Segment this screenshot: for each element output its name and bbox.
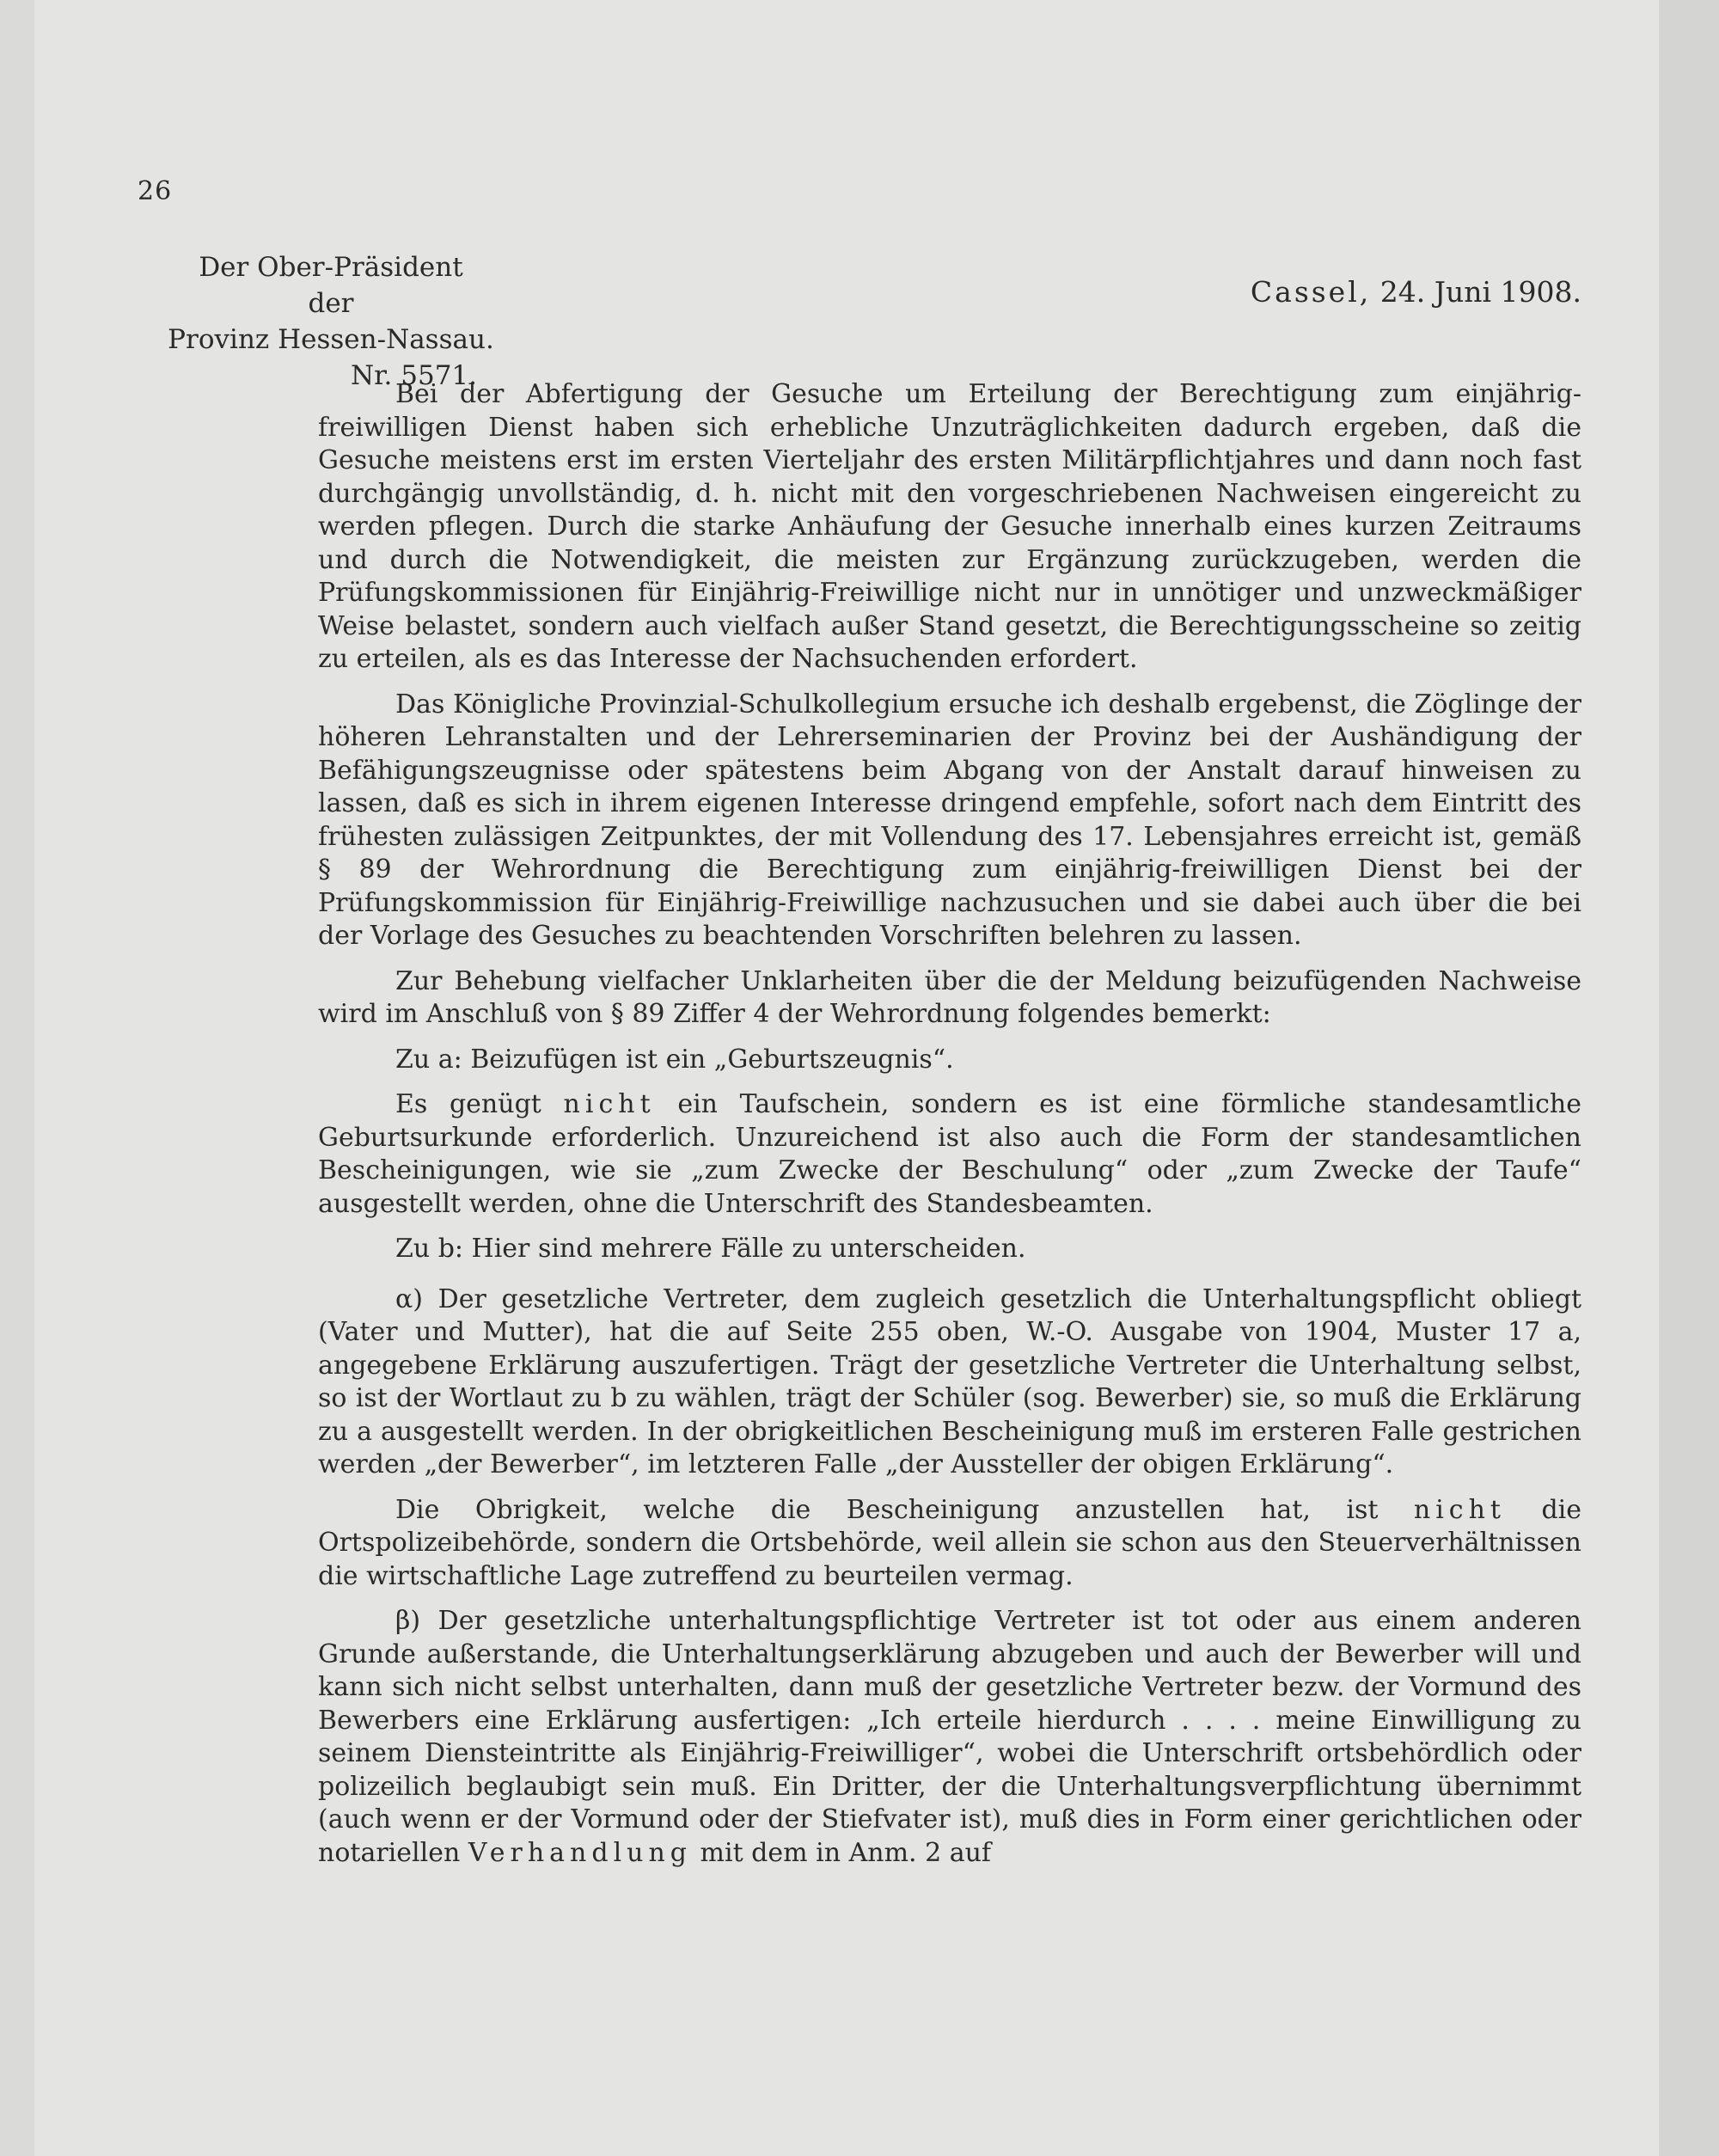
dateline-place: Cassel,	[1250, 275, 1372, 309]
paragraph-birth-certificate	[318, 1088, 1581, 1221]
sender-province: Provinz Hessen-Nassau.	[168, 324, 494, 355]
emphasis-nicht: nicht	[1413, 1494, 1506, 1525]
text-segment: Es genügt	[395, 1089, 564, 1119]
paragraph-request: Das Königliche Provinzial-Schulkollegium ersuche ich deshalb ergebenst, die Zöglinge der höheren Lehranstalten und der Lehrerseminarien der Provinz bei der Aushändigung der Befähigungszeugnisse oder spätestens beim Abgang von der Anstalt darauf hinweisen zu lassen, daß es sich in ihrem eigenen Interesse dringend empfehle, sofort nach dem Eintritt des frühesten zulässigen Zeitpunktes, der mit Vollendung des 17. Lebensjahres erreicht ist, gemäß § 89 der Wehrordnung die Berechtigung zum einjährig-freiwilligen Dienst bei der Prüfungskommission für Einjährig-Freiwillige nachzusuchen und sie dabei auch über die bei der Vorlage des Gesuches zu beachtenden Vorschriften belehren zu lassen.	[318, 689, 1581, 951]
dateline	[1203, 275, 1581, 309]
page-edge-right	[1659, 0, 1719, 2156]
text-segment: mit dem in Anm. 2 auf	[692, 1837, 992, 1868]
paragraph-intro: Bei der Abfertigung der Gesuche um Erteilung der Berechtigung zum einjährig-freiwilligen Dienst haben sich erhebliche Unzuträglichkeiten dadurch ergeben, daß die Gesuche meistens erst im ersten Vierteljahr des ersten Militärpflichtjahres und dann noch fast durchgängig unvollständig, d. h. nicht mit den vorgeschriebenen Nachweisen eingereicht zu werden pflegen. Durch die starke Anhäufung der Gesuche innerhalb eines kurzen Zeitraums und durch die Notwendigkeit, die meisten zur Ergänzung zurückzugeben, werden die Prüfungskommissionen für Einjährig-Freiwillige nicht nur in unnötiger und unzweckmäßiger Weise belastet, sondern auch vielfach außer Stand gesetzt, die Berechtigungsscheine so zeitig zu erteilen, als es das Interesse der Nachsuchenden erfordert.	[318, 379, 1581, 674]
text-segment: ein Taufschein, sondern es ist eine förmliche standesamtliche Geburtsurkunde erforderlich. Unzureichend ist also auch die Form der standesamtlichen Bescheinigungen, wie sie „zum Zwecke der Beschulung“ oder „zum Zwecke der Taufe“ ausgestellt werden, ohne die Unterschrift des Standesbeamten.	[318, 1089, 1581, 1219]
page-edge-left	[0, 0, 34, 2156]
sender-block	[142, 249, 520, 394]
sender-der: der	[308, 288, 354, 319]
sender-reference-number: Nr. 5571.	[351, 360, 477, 391]
emphasis-verhandlung: Verhandlung	[468, 1837, 693, 1868]
sender-title: Der Ober-Präsident	[199, 252, 463, 283]
paragraph-authority	[318, 1494, 1581, 1594]
page-number: 26	[138, 176, 173, 206]
emphasis-nicht: nicht	[563, 1089, 656, 1119]
paragraph-zu-a: Zu a: Beizufügen ist ein „Geburtszeugnis“.	[395, 1044, 954, 1075]
paragraph-case-alpha: α) Der gesetzliche Vertreter, dem zugleich gesetzlich die Unterhaltungspflicht obliegt (Vater und Mutter), hat die auf Seite 255 oben, W.-O. Ausgabe von 1904, Muster 17 a, angegebene Erklärung auszufertigen. Trägt der gesetzliche Vertreter die Unterhaltung selbst, so ist der Wortlaut zu b zu wählen, trägt der Schüler (sog. Bewerber) sie, so muß die Erklärung zu a ausgestellt werden. In der obrigkeitlichen Bescheinigung muß im ersteren Falle gestrichen werden „der Bewerber“, im letzteren Falle „der Aussteller der obigen Erklärung“.	[318, 1283, 1581, 1479]
dateline-date: 24. Juni 1908.	[1379, 275, 1581, 309]
paragraph-clarification: Zur Behebung vielfacher Unklarheiten über die der Meldung beizufügenden Nachweise wird im Anschluß von § 89 Ziffer 4 der Wehrordnung folgendes bemerkt:	[318, 965, 1581, 1029]
paragraph-zu-b: Zu b: Hier sind mehrere Fälle zu unterscheiden.	[395, 1234, 1026, 1264]
text-segment: die Ortspolizeibehörde, sondern die Ortsbehörde, weil allein sie schon aus den Steuerverhältnissen die wirtschaftliche Lage zutreffend zu beurteilen vermag.	[318, 1494, 1581, 1591]
paragraph-case-beta	[318, 1605, 1581, 1870]
text-segment: β) Der gesetzliche unterhaltungspflichtige Vertreter ist tot oder aus einem anderen Grunde außerstande, die Unterhaltungserklärung abzugeben und auch der Bewerber will und kann sich nicht selbst unterhalten, dann muß der gesetzliche Vertreter bezw. der Vormund des Bewerbers eine Erklärung ausfertigen: „Ich erteile hierdurch . . . . meine Einwilligung zu seinem Diensteintritte als Einjährig-Freiwilliger“, wobei die Unterschrift ortsbehördlich oder polizeilich beglaubigt sein muß. Ein Dritter, der die Unterhaltungsverpflichtung übernimmt (auch wenn er der Vormund oder der Stiefvater ist), muß dies in Form einer gerichtlichen oder notariellen	[318, 1606, 1581, 1868]
text-segment: Die Obrigkeit, welche die Bescheinigung anzustellen hat, ist	[395, 1494, 1414, 1525]
letter-body	[318, 378, 1581, 1882]
